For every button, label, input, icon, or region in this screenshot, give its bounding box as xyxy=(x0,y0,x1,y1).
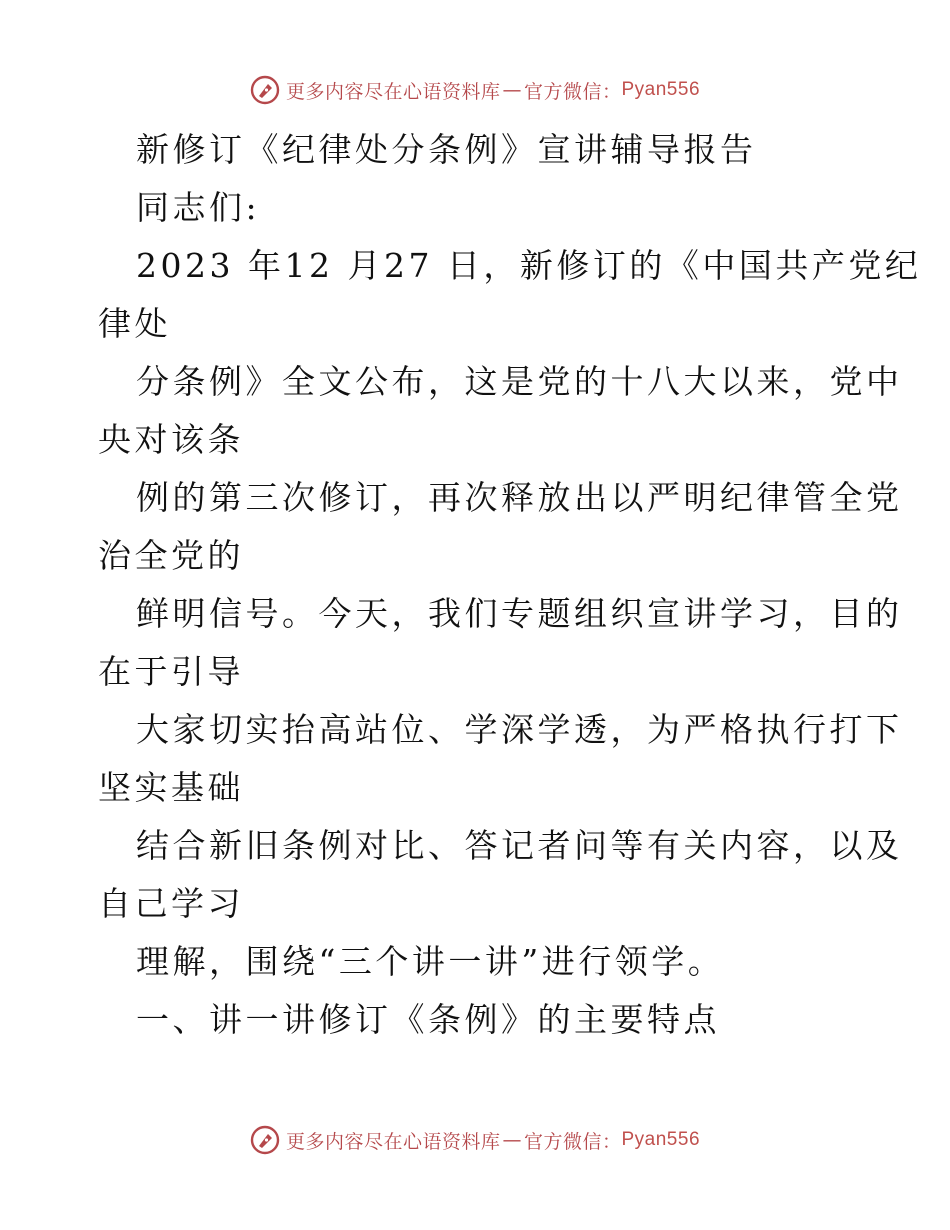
watermark-wechat-label: 官方微信： xyxy=(523,80,622,103)
paragraph-line: 治全党的 xyxy=(98,536,244,575)
greeting: 同志们: xyxy=(136,188,261,227)
header-watermark xyxy=(0,70,950,110)
footer-watermark xyxy=(0,1120,950,1160)
watermark-wechat-label: 官方微信： xyxy=(523,1130,622,1153)
paragraph-line: 例的第三次修订，再次释放出以严明纪律管全党 xyxy=(136,478,903,517)
watermark-site: 更多内容尽在心语资料库 xyxy=(285,1130,501,1153)
paragraph-line: 自己学习 xyxy=(98,884,244,923)
paragraph-line: 坚实基础 xyxy=(98,768,244,807)
pen-nib-logo-icon xyxy=(250,75,280,105)
paragraph-line: 大家切实抬高站位、学深学透，为严格执行打下 xyxy=(136,710,903,749)
watermark-separator: — xyxy=(502,79,522,101)
paragraph-line: 鲜明信号。今天，我们专题组织宣讲学习，目的 xyxy=(136,594,903,633)
paragraph-line: 2023 年12 月27 日，新修订的《中国共产党纪 xyxy=(136,246,922,285)
paragraph-line: 结合新旧条例对比、答记者问等有关内容，以及 xyxy=(136,826,903,865)
document-title: 新修订《纪律处分条例》宣讲辅导报告 xyxy=(136,130,757,169)
watermark-separator: — xyxy=(502,1129,522,1151)
watermark-wechat-id: Pyan556 xyxy=(621,79,701,100)
pen-nib-logo-icon xyxy=(250,1125,280,1155)
paragraph-line: 分条例》全文公布，这是党的十八大以来，党中 xyxy=(136,362,903,401)
watermark-site: 更多内容尽在心语资料库 xyxy=(285,80,501,103)
section-heading: 一、讲一讲修订《条例》的主要特点 xyxy=(136,1000,720,1039)
paragraph-line: 律处 xyxy=(98,304,171,343)
watermark-wechat-id: Pyan556 xyxy=(621,1129,701,1150)
paragraph-line: 在于引导 xyxy=(98,652,244,691)
paragraph-line: 理解，围绕“三个讲一讲”进行领学。 xyxy=(136,942,725,981)
paragraph-line: 央对该条 xyxy=(98,420,244,459)
